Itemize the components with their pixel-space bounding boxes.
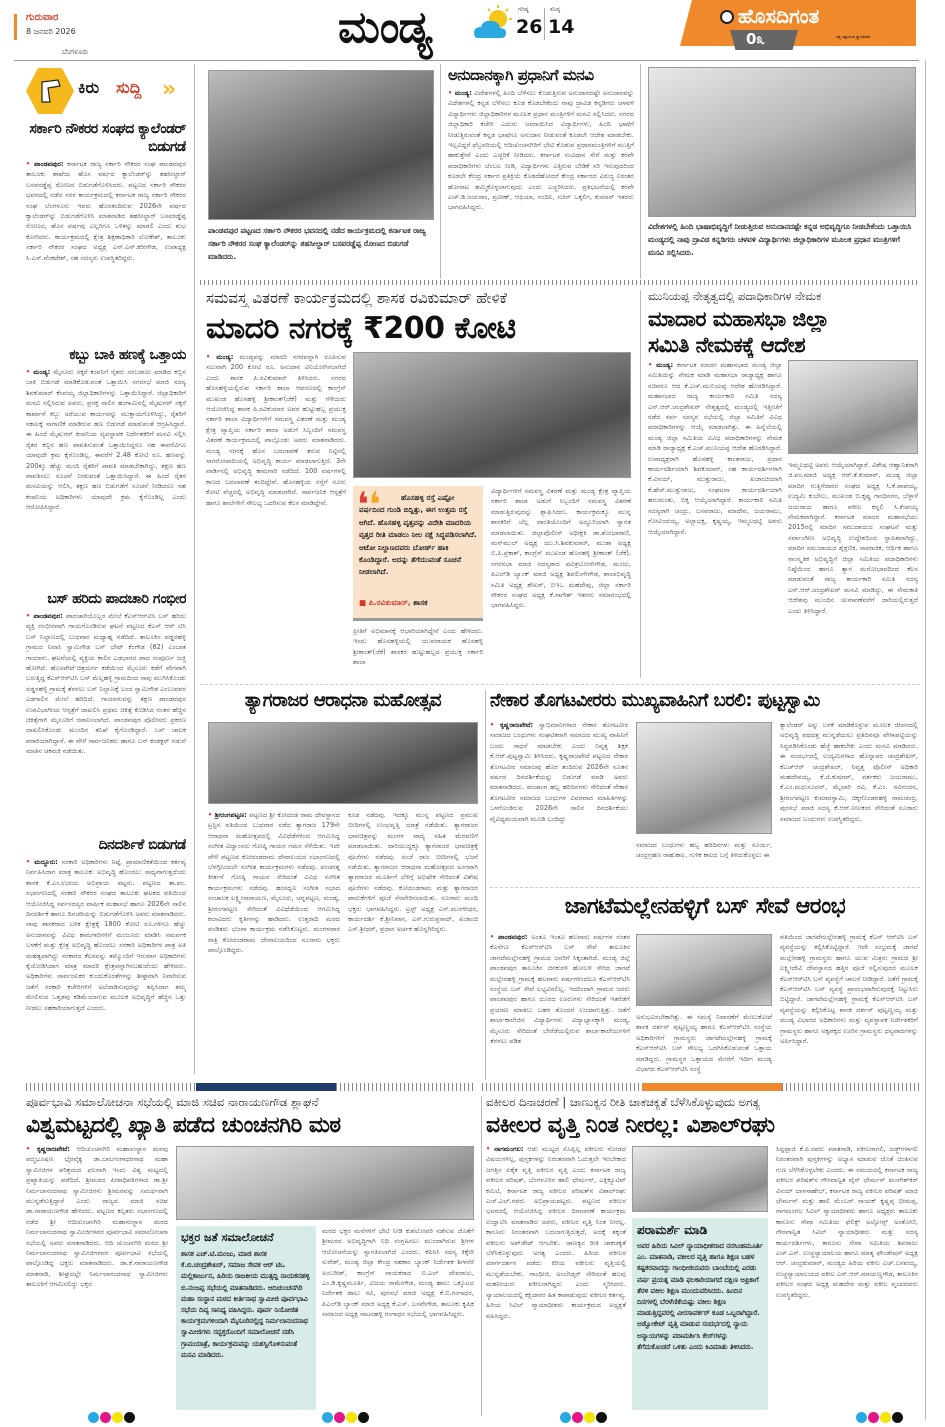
lead-kicker: ಸಮವಸ್ತ್ರ ವಿತರಣೆ ಕಾರ್ಯಕ್ರಮದಲ್ಲಿ ಶಾಸಕ ರವಿಕುಮಾರ್ ಹೇಳಿಕೆ bbox=[206, 289, 507, 307]
column-divider bbox=[640, 290, 641, 678]
bus-launch-photo bbox=[636, 934, 772, 1006]
column-divider bbox=[194, 64, 195, 1074]
info-box-body: ಶಾಸಕ ಎಚ್.ಟಿ.ಮಂಜು, ಮಾಜಿ ಶಾಸಕ ಕೆ.ಬಿ.ಚಂದ್ರಶೇಖರ್, ಸಮಾಜ ಸೇವಕ ಆರ್ ಟಿಒ ಮಲ್ಲಿಕಾರ್ಜುನ, ಹಿರಿಯ ರಾಜಕೀಯ ಮುತ್ಸದ್ದಿ ನಾಯಕನಹಳ್ಳಿ ಬಿ.ನಂಜಪ್ಪ ಸಭೆಯಲ್ಲಿ ಮಾತನಾಡಿದರು. ಆದಿಚುಂಚನಗಿರಿ ಮಹಾ ಸಂಸ್ಥಾನ ಮಠದ ಕೀರ್ತಿನಾಥ ಸ್ವಾಮೀಜಿ ಪೂರ್ವಭಾವಿ ಸಭೆಯ ದಿವ್ಯ ಸಾನಿಧ್ಯ ವಹಿಸಿದ್ದರು. ಪೂರ್ವ ನಿಯೋಜಿತ ಕಾರ್ಯಕ್ರಮಗಳಿಂದಾಗಿ ಮೈಸೂರಿನಲ್ಲಿದ್ದ ನಿರ್ಮಲಾನಂದನಾಥ ಸ್ವಾಮೀಜಿಗಳು ಸದ್ಭಕ್ತರೊಂದಿಗೆ ಸಮಾಲೋಚನೆ ನಡೆಸಿ ಗ್ರಾಮಯಾತ್ರೆ, ಕಾರ್ಯಕ್ರಮವನ್ನು ಯಶಸ್ವಿಗೊಳಿಸುವಂತೆ ಮನವಿ ಮಾಡಿದರು. bbox=[181, 1250, 310, 1359]
kirusuddi-badge bbox=[26, 68, 186, 114]
registration-dot bbox=[880, 1412, 891, 1423]
lead-headline: ಮಾದರಿ ನಗರಕ್ಕೆ ₹200 ಕೋಟಿ bbox=[206, 311, 516, 346]
masthead bbox=[0, 0, 945, 56]
dateline: • ಮಂಡ್ಯ: bbox=[206, 353, 233, 361]
story-body-col-3: ಕ್ಯಾಲೆಂಡರ್ ಅನ್ನು ಬಳಕೆ ಮಾಡಿಕೊಳ್ಳುವ ಮೂಲಕ ಜೀವನದಲ್ಲಿ ಅಭಿವೃದ್ಧಿ ಪಥದತ್ತ ಮುನ್ನಡೆಯಲು ಪ್ರತಿದಿನವೂ ವೇಳಾಪಟ್ಟಿಯನ್ನು ಸಿದ್ಧಪಡಿಸಿಕೊಂಡು ಹೆಜ್ಜೆ ಹಾಕಬೇಕು ಎಂದು ಮನವಿ ಮಾಡಿದರು. ಈ ಸಂದರ್ಭದಲ್ಲಿ ಉದ್ಯಮಿಗಳಾದ ಹೊನ್ನಾವರ ಚಂದ್ರಶೇಖರ್, ಕೆಎಚ್ಆರ್ ಚಂದ್ರಶೇಖರ್, ನಿವೃತ್ತ ಪೊಲೀಸ್ ಅಧಿಕಾರಿ ಮಹದೇವಯ್ಯ, ಕೆ.ಜಿ.ಕುಮಾರ್, ವರ್ತಕರು ಜಯರಾಮು, ಕೆ.ಎಂ.ಮಧುಸೂದನ್, ಮೈಲಾರಿ ರವಿ, ಕೆ.ಎಂ. ರವಿನಂದನ, ಶ್ರೀರಂಗಪಟ್ಟಣ ಕುಮಾರಸ್ವಾಮಿ, ಚಿಕ್ಕಗೊಂಡನಹಳ್ಳಿ ರಾಮಚಂದ್ರ, ಪುರಸಭೆ ಮಾಜಿ ಸದಸ್ಯ ಕೆ.ಆರ್.ನೀಲಕಂಠ ಸೇರಿದಂತೆ ನೂರಾರು ಸಮಾಜದ ಬಂಧುಗಳು ಉಪಸ್ಥಿತರಿದ್ದರು. bbox=[780, 721, 918, 823]
section-separator bbox=[490, 887, 920, 888]
kirusuddi-label-a: ಕಿರು bbox=[78, 78, 100, 97]
edition-name: ಮಂಡ್ಯ bbox=[338, 2, 432, 53]
quote-box bbox=[353, 486, 483, 621]
pinch-hand-icon bbox=[26, 68, 74, 114]
story-body-col-2: ಮಠದ ಭಕ್ತರ ಮನೆಗಳಿಗೆ ಭೇಟಿ ನೀಡಿ ಕುಶಲೋಪರಿ ನಡೆಸುವ ಜೊತೆಗೆ ಶ್ರೀಮಠದ ಅಭಿವೃದ್ಧಿಗಾಗಿ ನಿಧಿ ಸಂಗ್ರಹಿಸಲು ಮುಂದಾಗಿರುವ ಶ್ರೀಗಳ ಆಲೋಚನೆಯನ್ನು ಸ್ವಾಗತಿಸಲಾಗಿದೆ ಎಂದರು. ಕೆಪಿಸಿಸಿ ಸದಸ್ಯ ಕಿಕ್ಕೇರಿ ಸುರೇಶ್, ಮಂಡ್ಯ ಜಿಲ್ಲಾ ಕೇಂದ್ರ ಸಹಕಾರ ಬ್ಯಾಂಕ್ ನಿರ್ದೇಶಕ ಶೀಳನೆರೆ ಅಂಬರೀಶ್, ಕಾಂಗ್ರೆಸ್ ನಾಯಕರಾದ ಬಿ.ಎಲ್ ದೇವರಾಜು, ಎಂ.ಡಿ.ಕೃಷ್ಣಮೂರ್ತಿ, ವಿಜಯ ರಾಮೇಗೌಡ, ಮಂಡ್ಯ ಹಾಲು ಒಕ್ಕೂಟದ ನಿರ್ದೇಶಕ ಡಾಲು ರವಿ, ಪುರಸಭೆ ಮಾಜಿ ಅಧ್ಯಕ್ಷ ಕೆ.ಬಿ.ಗಂಗಾಧರ, ಪಿಎಲ್‌ಡಿ ಬ್ಯಾಂಕ್ ಮಾಜಿ ಅಧ್ಯಕ್ಷ ಕೆ.ಎಸ್. ಬಸವೇಗೌಡ, ತಾಲೂಕು ಕೃಷಿಕ ಸಮಾಜದ ಅಧ್ಯಕ್ಷ ನಾಟನಹಳ್ಳಿ ಗಂಗಾಧರ ಸಭೆಯಲ್ಲಿ ಭಾಗವಹಿಸಿದ್ದರು. bbox=[322, 1227, 474, 1319]
story-kicker: ವಕೀಲರ ದಿನಾಚರಣೆ | ಚಾಣುಕ್ಯನ ರೀತಿ ಚಾಕಚಕ್ಯತೆ ಬೆಳೆಸಿಕೊಳ್ಳುವುದು ಅಗತ್ಯ bbox=[486, 1095, 760, 1109]
quote-text: ಹೊಸಹಳ್ಳಿ ರಸ್ತೆ ಎಷ್ಟೋ ವರ್ಷದಿಂದ ಗುಂಡಿ ಬಿದ್ದಿತ್ತು, ಈಗ ಉತ್ತಮ ರಸ್ತೆ ಆಗಿದೆ. ಹೊಸಹಳ್ಳಿ ವೃತ್ತವನ್ನು ವಿದೇಶಿ ಮಾದರಿಯ ವೃತ್ತದ ರೀತಿ ಮಾಡಲು ನೀಲ ನಕ್ಷೆ ಸಿದ್ಧಪಡಿಸಲಾಗಿದೆ. ಆಟೋ ನಿಲ್ದಾಣದವರು ಬೋರ್ಡ್ ಹಾಕಿ ಕೊಂಡಿದ್ದಾರೆ. ಅದನ್ನು ತೆಗೆಯುವಂತೆ ಸೂಚನೆ ನೀಡಲಾಗಿದೆ. bbox=[359, 493, 477, 577]
lead-body-col-2: ಪ್ರೀತಿಗೆ ಅಭಿಮಾನಕ್ಕೆ ಆಭಾರಿಯಾಗಿದ್ದೇನೆ ಎಂದು ಹೇಳಿದರು. ಇಂದು ಹೊಸಹಳ್ಳಿಯಲ್ಲಿ ಯುವನಾಯಕ ಹೊಸಹಳ್ಳಿ ಶ್ರೀಕಾಂತ್(ಜೆಕೆ) ಶಾಸಕರ ಹುಟ್ಟುಹಬ್ಬದ ಪ್ರಯುಕ್ತ ಸರ್ಕಾರಿ ಶಾಲಾ bbox=[353, 627, 483, 667]
section-separator bbox=[26, 1083, 196, 1091]
issue-date: 8 ಜನವರಿ 2026 bbox=[26, 27, 76, 36]
calendar-launch-photo bbox=[636, 722, 772, 834]
registration-dot bbox=[88, 1412, 99, 1423]
story-body-col-2: ಇಮ್ಮಲಧಟ್ಟಿ ಅವರು ಆಯ್ಕೆಯಾಗಿದ್ದಾರೆ. ವಿಶೇಷ ಆಹ್ವಾನಿತರಾಗಿ ಜಿ.ಪಂ.ಮಾಜಿ ಅಧ್ಯಕ್ಷ ಆರ್.ಕೆ.ಕುಮಾರ್, ಮಂಡ್ಯ ಜಿಲ್ಲಾ ಮಾದಿಗ ಗುತ್ತಿಗೆದಾರರ ಸಂಘದ ಅಧ್ಯಕ್ಷ ಸಿ.ಕೆ.ಪಾಪಯ್ಯ, ಉದ್ಯಮಿ ಕುಬೇಲು, ಮುಖಂಡ ಬಿ.ಕೃಷ್ಣ ಗಾಂಧಿನಗರ, ಬೆಳ್ಳಾಳೆ ಜಯರಾಯ ಹಾಗೂ ವಕೀಲ ಕನ್ನಲಿ ಸಿ.ಕೆಂಪಯ್ಯ ನೇಮಕವಾಗಿದ್ದಾರೆ. ಕರ್ನಾಟಕ ಮಾದರ ಮಹಾಸಭೆಯು 2015ರಲ್ಲಿ ಮಾದಿಗ ಸಮುದಾಯದ ಸಂಘಟನೆ ಮತ್ತು ಸರ್ವಾಂಗೀಣ ಅಭಿವೃದ್ಧಿ ಉದ್ದೇಶದಿಂದ ಸ್ಥಾಪಿತವಾಗಿದ್ದು, ಮಾದಿಗ ಸಮುದಾಯದ ಶೈಕ್ಷಣಿಕ, ಸಾಮಾಜಿಕ, ಆರ್ಥಿಕ ಹಾಗೂ ಸಾಂಸ್ಕೃತಿಕ ಅಭಿವೃದ್ಧಿಗೆ ಜಿಲ್ಲಾ ಸಮಿತಿಯ ಪದಾಧಿಕಾರಿಗಳು ನಿಷ್ಠೆಯಿಂದ ಹಾಗೂ ತ್ಯಾಗ ಮನೋಭಾವದಿಂದ ಕೆಲಸ ಮಾಡುವಂತೆ ರಾಜ್ಯ ಕಾರ್ಯಕಾರಿ ಸಮಿತಿ ಸದಸ್ಯ ಎನ್.ಆರ್.ಚಂದ್ರಶೇಖರ್ ಮನವಿ ಮಾಡಿದ್ದು, ಈ ನೇಮಕಾತಿ ಆದೇಶವು ಮುಂದಿನ ಚುನಾವಣೆವರೆಗೆ ಜಾರಿಯಲ್ಲಿರುತ್ತದೆ ಎಂದು ತಿಳಿಸಿದ್ದಾರೆ. bbox=[788, 461, 918, 615]
story-headline: ತ್ಯಾಗರಾಜರ ಆರಾಧನಾ ಮಹೋತ್ಸವ bbox=[244, 690, 442, 711]
chevrons-icon: » bbox=[162, 77, 177, 102]
story-headline-line-2: ಸಮಿತಿ ನೇಮಕಕ್ಕೆ ಆದೇಶ bbox=[648, 333, 806, 357]
registration-dot bbox=[856, 1412, 867, 1423]
info-box-title: ಪರಾಮರ್ಶೆ ಮಾಡಿ bbox=[637, 1223, 708, 1237]
story-kicker: ಪೂರ್ವಭಾವಿ ಸಮಾಲೋಚನಾ ಸಭೆಯಲ್ಲಿ ಮಾಜಿ ಸಚಿವ ನಾರಾಯಣಗೌಡ ಶ್ಲಾಘನೆ bbox=[26, 1095, 319, 1109]
dateline: • ಕೃಷ್ಣರಾಜಪೇಟೆ: bbox=[26, 1145, 70, 1153]
photo-caption: ವಿದೇಶಗಳಲ್ಲಿ ಹಿಂದಿ ಭಾಷಾಭಿವೃದ್ಧಿಗೆ ನೀಡುತ್ತಿರುವ ಅನುದಾನದಷ್ಟೇ ಕನ್ನಡ ಅಭಿವೃದ್ಧಿಗೂ ನೀಡಬೇಕೆಂದು ಒತ್ತಾಯಿಸಿ ಮಂಡ್ಯದಲ್ಲಿ ನಾವು ದ್ರಾವಿಡ ಕನ್ನಡಿಗರು ಚಳವಳಿ ವಿದ್ಯಾರ್ಥಿಗಳು ಜಿಲ್ಲಾಧಿಕಾರಿಗಳ ಮೂಲಕ ಪ್ರಧಾನ ಮಂತ್ರಿಗಳಿಗೆ ಮನವಿ ಸಲ್ಲಿಸಿದರು. bbox=[648, 222, 912, 257]
registration-dot bbox=[100, 1412, 111, 1423]
story-body: ವಿದೇಶಗಳಲ್ಲಿ ಹಿಂದಿ ಬೆಳೆಸಲು ಕೊಡುತ್ತಿರುವ ಅನುದಾನದಷ್ಟೇ ಅನುದಾನವನ್ನು ವಿದೇಶಗಳಲ್ಲಿ ಕನ್ನಡ ಬೆಳೆಸಲು ಕೂಡ ಕೊಡಬೇಕೆಂದು ನಾವು ದ್ರಾವಿಡ ಕನ್ನಡಿಗರು ಚಳವಳಿ ವಿದ್ಯಾರ್ಥಿಗಳು ಜಿಲ್ಲಾಧಿಕಾರಿಗಳ ಮೂಲಕ ಪ್ರಧಾನ ಮಂತ್ರಿಗಳಿಗೆ ಮನವಿ ಸಲ್ಲಿಸಿದರು. ನಗರದ ಜಿಲ್ಲಾಧಿಕಾರಿ ಕಚೇರಿ ಎದುರು ಜಮಾಯಿಸಿದ ವಿದ್ಯಾರ್ಥಿಗಳು, ಹಿಂದಿ ಭಾಷೆಗೆ ನೀಡುತ್ತಿರುವಂತೆ ಕನ್ನಡ ಭಾಷೆಗೂ ಅನುದಾನ ನೀಡುವಂತೆ ಕೂಡಲೇ ಆದೇಶ ಮಾಡಬೇಕು. ಇಲ್ಲವಿದ್ದರೆ ಫೆಬ್ರವರಿಯಲ್ಲಿ ಆದಿಚುಂಚನಗಿರಿಗೆ ಭೇಟಿ ಕೊಡುವ ಪ್ರಧಾನಮಂತ್ರಿಗಳಿಗೆ ಮುತ್ತಿಗೆ ಹಾಕುತ್ತೇವೆ ಎಂದು ಎಚ್ಚರಿಕೆ ನೀಡಿದರು. ಕರ್ನಾಟಕ ಸಂವಿಧಾನ ಸೇನೆ ಮತ್ತು ಕರವೇ ಪದಾಧಿಕಾರಿಗಳು ಬೆಂಬಲ ನೀಡಿ, ವಿದ್ಯಾರ್ಥಿಗಳು ಎತ್ತಿರುವ ಬೇಡಿಕೆ ಸರಿ ಇರುವುದರಿಂದ ಕೂಡಲೇ ಕೇಂದ್ರ ಸರ್ಕಾರ ಪ್ರತಿಕ್ರಿಯೆ ಕೊಡದೆಹೋದರೆ ಕೇಂದ್ರ ಸರ್ಕಾರದ ವಿರುದ್ಧ ನಿರಂತರ ಹೋರಾಟ ಹಮ್ಮಿಕೊಳ್ಳಲಾಗುವುದು ಎಂದು ಎಚ್ಚರಿಸಿದರು. ಪ್ರತಿಭಟನೆಯಲ್ಲಿ ಕರವೇ ಎಚ್.ಡಿ.ಜಯರಾಂ, ಪ್ರವೀಣ್, ಆಫಿಯಾ, ನಂದಿನಿ, ಸಚಿನ್ ಒಕ್ಕಲಿಗ, ಕುಮಾರ್ ಇತರರು ಭಾಗವಹಿಸಿದ್ದರು. bbox=[448, 89, 634, 212]
music-festival-photo bbox=[208, 722, 478, 804]
registration-dot bbox=[358, 1412, 369, 1423]
story-headline-line-1: ಮಾದಾರ ಮಹಾಸಭಾ ಜಿಲ್ಲಾ bbox=[648, 307, 830, 331]
registration-dot bbox=[334, 1412, 345, 1423]
max-temp: 26 bbox=[516, 16, 543, 38]
brief-headline: ಕಬ್ಬು ಬಾಕಿ ಹಣಕ್ಕೆ ಒತ್ತಾಯ bbox=[69, 347, 186, 363]
date-accent-bar bbox=[14, 14, 17, 40]
registration-dot bbox=[322, 1412, 333, 1423]
brief-story-3 bbox=[26, 590, 186, 823]
dateline: • ನಾಗಮಂಗಲ: bbox=[486, 1145, 523, 1153]
quote-mark-icon: ❛❛ bbox=[357, 485, 381, 525]
story-headline: ವಕೀಲರ ವೃತ್ತಿ ನಿಂತ ನೀರಲ್ಲ: ವಿಶಾಲ್‌ರಘು bbox=[486, 1113, 775, 1138]
story-headline: ಜಾಗಟೆಮಲ್ಲೇನಹಳ್ಳಿಗೆ ಬಸ್ ಸೇವೆ ಆರಂಭ bbox=[564, 894, 846, 919]
section-separator bbox=[200, 280, 920, 285]
bus-service-story bbox=[490, 892, 920, 1078]
dateline: • ಪಾಂಡವಪುರ: bbox=[490, 933, 528, 941]
info-box bbox=[632, 1218, 768, 1410]
dateline: • ಮಂಡ್ಯ: bbox=[448, 89, 472, 97]
lawyers-day-story bbox=[486, 1094, 920, 1414]
page-edge-rule bbox=[925, 60, 926, 1420]
tyagaraja-story bbox=[206, 688, 480, 1078]
story-headline: ನೇಕಾರ ತೊಗಟವೀರರು ಮುಖ್ಯವಾಹಿನಿಗೆ ಬರಲಿ: ಪುಟ್ಟಸ್ವಾಮಿ bbox=[490, 690, 820, 711]
info-box-body: ಅಪರ ಹಿರಿಯ ಸಿವಿಲ್ ನ್ಯಾಯಾಧೀಶರಾದ ನರಸಿಂಹಮೂರ್ತಿ ಎಂ. ಮಾತನಾಡಿ, ವಕೀಲರ ವೃತ್ತಿ ಹಾಗೂ ಶಿಕ್ಷಣ ಬಹಳ ಕಷ್ಟಕರವಾದದ್ದು ಗಾಂಧೀಜಿಯವರು ಬಾಂಬೆಯಲ್ಲಿ ಎರಡು ವರ್ಷ ಪ್ರಯತ್ನ ಮಾಡಿ ಫಲಕಾರಿಯಾಗದೆ ದಕ್ಷಿಣ ಆಫ್ರಿಕಾಗೆ ತೆರಳಿ ವಕೀಲ ಶಿಕ್ಷಣ ಮುಂದುವರಿಸಿದರು. ಹಿಂದಿನ ದಿನಗಳಲ್ಲಿ ಬೆರಳೆಣಿಕೆಯಷ್ಟು ವಕೀಲ ಶಿಕ್ಷಣ ಮಾಡುತ್ತಿದ್ದವರಲ್ಲಿ ವೀರಸಾವರ್ಕರ್ ಕೂಡ ಒಬ್ಬರಾಗಿದ್ದಾರೆ. ಅಡ್ವೋಕೇಟ್ ವೃತ್ತಿ ಮಾಡುವ ಸಂದರ್ಭದಲ್ಲಿ ನ್ಯಾಯ ಅನ್ಯಾಯಗಳನ್ನು ಪರಾಮರ್ಶಿಸಿ ಕೇಸ್‌ಗಳನ್ನು ತೆಗೆದುಕೊಂಡರೆ ಒಳಿತು ಎಂದು ಕಿವಿಮಾತು ತಿಳಿಸಿದರು. bbox=[637, 1242, 763, 1351]
story-headline: ವಿಶ್ವಮಟ್ಟದಲ್ಲಿ ಖ್ಯಾತಿ ಪಡೆದ ಚುಂಚನಗಿರಿ ಮಠ bbox=[26, 1113, 341, 1138]
brief-headline: ದಿನದರ್ಶಿಕೆ ಬಿಡುಗಡೆ bbox=[98, 837, 186, 853]
brief-story-2 bbox=[26, 346, 186, 589]
partly-cloudy-icon bbox=[472, 4, 514, 42]
masthead-rule bbox=[14, 60, 919, 61]
story-body-col-1: ಆಡು ಮುಟ್ಟದ ಸೊಪ್ಪಿಲ್ಲ ವಕೀಲರು ನೋಡದ ವಿಷಯಗಳಿಲ್ಲ, ಪುಸ್ತಕಗಳನ್ನು ನಿರಂತರವಾಗಿ ಓದುತ್ತಲೇ ಇರಬೇಕಾದ ಜಗತ್ತಿನ ಏಕೈಕ ವೃತ್ತಿ ವಕೀಲರ ವೃತ್ತಿ ಎಂದು ಕರ್ನಾಟಕ ರಾಜ್ಯ ವಕೀಲರ ಪರಿಷತ್, ಬೆಂಗಳೂರಿನ ಹಾಲಿ ಛೇರ್ಮನ್, ಎಕ್ಸಿಕ್ಯೂಟಿವ್ ಕಮಿಟಿ, ಕರ್ನಾಟಕ ರಾಜ್ಯ ವಕೀಲರ ಪರಿಷತ್‌ನ ವಿಶಾಲ್‌ರಘು ಎಚ್.ಎಲ್.ರವರು ಅಭಿಪ್ರಾಯಪಟ್ಟರು. ಪಟ್ಟಣದ ವಕೀಲರ ಭವನದಲ್ಲಿ ಆಯೋಜಿಸಿದ್ದ ವಕೀಲರ ದಿನಾಚರಣೆ ಕಾರ್ಯಕ್ರಮ ಉದ್ಘಾಟಿಸಿ ಮಾತನಾಡಿದ ಅವರು, ವಕೀಲರ ವೃತ್ತಿ ನಿಂತ ನೀರಲ್ಲ. ಕಾನೂನು ನಿರಂತರವಾಗಿ ಬದಲಾಗುತ್ತಿರುತ್ತದೆ, ಅದಕ್ಕೆ ತಕ್ಕಂತೆ ವಕೀಲರು ಅಪ್‌ಡೇಟ್ ಆಗಬೇಕು. ಚಾಣಕ್ಯನ ರೀತಿ ಚಾಕಚಕ್ಯತೆ ಬೆಳೆಸಿಕೊಳ್ಳುವುದು ಅಗತ್ಯ ಎಂದರು. ಹಿರಿಯ ವಕೀಲರ ಮಾರ್ಗದರ್ಶನ ಪಡೆದು ಕಿರಿಯ ವಕೀಲರು ವೃತ್ತಿಯಲ್ಲಿ ಮುನ್ನಡೆಯಬೇಕು. ಗಾಂಧೀಜಿ, ಅಂಬೇಡ್ಕರ್ ಸೇರಿದಂತೆ ಹಲವು ಮಹನೀಯರು ವಕೀಲರಾಗಿದ್ದರು ಎಂದು ಸ್ಮರಿಸಿದರು. ನ್ಯಾಯಾಲಯದಲ್ಲಿ ಕಕ್ಷಿದಾರರ ಹಿತ ಕಾಪಾಡುವುದು ವಕೀಲರ ಕರ್ತವ್ಯ. ಹಿರಿಯ ಸಿವಿಲ್ ನ್ಯಾಯಾಧೀಶರು ಕಾರ್ಯಕ್ರಮದ ಅಧ್ಯಕ್ಷತೆ ವಹಿಸಿದ್ದರು. bbox=[486, 1145, 626, 1320]
section-separator bbox=[482, 1083, 642, 1091]
photo-caption: ಪಾಂಡವಪುರ ಪಟ್ಟಣದ ಸರ್ಕಾರಿ ನೌಕರರ ಭವನದಲ್ಲಿ ನಡೆದ ಕಾರ್ಯಕ್ರಮದಲ್ಲಿ ಕರ್ನಾಟಕ ರಾಜ್ಯ ಸರ್ಕಾರಿ ನೌಕರರ ಸಂಘ ಕ್ಯಾಲೆಂಡರ್‌ನ್ನು ತಹಸೀಲ್ದಾರ್ ಬಸವರಡ್ಡೆಪ್ಪ ರೋಣದ ಬಿಡುಗಡೆ ಮಾಡಿದರು. bbox=[208, 226, 426, 261]
story-headline: ಅನುದಾನಕ್ಕಾಗಿ ಪ್ರಧಾನಿಗೆ ಮನವಿ bbox=[448, 66, 594, 84]
brief-headline: ಬಸ್ ಹರಿದು ಪಾದಚಾರಿ ಗಂಭೀರ bbox=[47, 591, 186, 607]
info-box bbox=[176, 1226, 316, 1410]
story-body-col-1: ಕರ್ನಾಟಕ ಮಾದರ ಮಹಾಸಭಾದ ಮಂಡ್ಯ ಜಿಲ್ಲಾ ಸಮಿತಿಯನ್ನು ನೇಮಕ ಮಾಡಿ ಮಹಾಸಭಾ ರಾಜ್ಯಾಧ್ಯಕ್ಷ ಹಾಗೂ ಸಚಿವರೂ ಆದ ಕೆ.ಎಚ್.ಮುನಿಯಪ್ಪ ಆದೇಶ ಹೊರಡಿಸಿದ್ದಾರೆ. ಮಹಾಸಭಾದ ರಾಜ್ಯ ಕಾರ್ಯಕಾರಿ ಸಮಿತಿ ಸದಸ್ಯ ಎನ್.ಆರ್.ಚಂದ್ರಶೇಖರ್ ನೇತೃತ್ವದಲ್ಲಿ ಮಂಡ್ಯದಲ್ಲಿ ಇತ್ತೀಚೆಗೆ ನಡೆದ ಸರ್ವ ಸದಸ್ಯರ ಸಭೆಯಲ್ಲಿ ಜಿಲ್ಲಾ ಸಮಿತಿಗೆ ವಿವಿಧ ಪದಾಧಿಕಾರಿಗಳನ್ನು ಆಯ್ಕೆ ಮಾಡಲಾಗಿತ್ತು. ಈ ಹಿನ್ನೆಲೆಯಲ್ಲಿ ಮಂಡ್ಯ ಜಿಲ್ಲಾ ಸಮಿತಿಯ ವಿವಿಧ ಪದಾಧಿಕಾರಿಗಳನ್ನು ನೇಮಕ ಮಾಡಿ ರಾಜ್ಯಾಧ್ಯಕ್ಷ ಕೆ.ಎಚ್.ಮುನಿಯಪ್ಪ ಆದೇಶ ಹೊರಡಿಸಿದ್ದಾರೆ. ಉಪಾಧ್ಯಕ್ಷರಾಗಿ ಹೊಸಹಳ್ಳಿ ಕಾಂತರಾಜು, ಪ್ರಧಾನ ಕಾರ್ಯದರ್ಶಿಯಾಗಿ ಶಿವಕುಮಾರ್, ಸಹ ಕಾರ್ಯದರ್ಶಿಗಳಾಗಿ ಕೆ.ವಿನಯ್, ಮುತ್ತುರಾಜು, ಖಜಾಂಚಿಯಾಗಿ ಕೆ.ಹೆಚ್.ಮುತ್ತುರಾಜು, ಸಂಘಟನಾ ಕಾರ್ಯದರ್ಶಿಯಾಗಿ ಹನುಮಂತು, ಬಿಕ್ಕ ಆಯ್ಕೆಯಾಗಿದ್ದಾರೆ. ಕಾರ್ಯಕಾರಿ ಸಮಿತಿ ಸದಸ್ಯರಾಗಿ ಚಂದ್ರು, ಬಸವರಾಜು, ಮಾದೇವ, ಜಯರಾಮು, ಗೋವಿಂದಯ್ಯ, ಅಲ್ಲಾಭಕ್ಷ, ಕೃಷ್ಣಯ್ಯ, ಇಮ್ಮಲಧಟ್ಟಿ ಅವರು ಆಯ್ಕೆಯಾಗಿದ್ದಾರೆ. bbox=[648, 361, 782, 536]
protest-photo bbox=[648, 67, 916, 217]
story-body-col-2: ಅನುಭವಿಸಬೇಕಾಗಿತ್ತು. ಈ ಸಮಸ್ಯೆ ನಿವಾರಣೆಗೆ ಮೇಲುಕೋಟೆ ಶಾಸಕ ದರ್ಶನ್ ಪುಟ್ಟಣ್ಣಯ್ಯ ಹಾಗೂ ಕೆಎಸ್‌ಆರ್‌ಟಿಸಿ ಸಂಸ್ಥೆಯ ಅಧಿಕಾರಿಗಳಿಗೆ ಗ್ರಾಮಸ್ಥರು ಜಾಗಟೆಮಲ್ಲೇನಹಳ್ಳಿ ಗ್ರಾಮಕ್ಕೆ ಕೆಎಸ್‌ಆರ್‌ಟಿಸಿ ಬಸ್ ಸೌಲಭ್ಯ ಒದಗಿಸಿಕೊಡುವಂತೆ ಒತ್ತಾಯ ಮಾಡಿದ್ದರು. ಗ್ರಾಮಸ್ಥರ ಒತ್ತಾಯದ ಮೇರೆಗೆ ಇದೀಗ ಮಂಡ್ಯ ವಿಭಾಗದ ಕೆಎಸ್‌ಆರ್‌ಟಿಸಿ ಸಂಸ್ಥೆ bbox=[636, 1013, 772, 1074]
lead-body-col-3: ವಿದ್ಯಾರ್ಥಿಗಳಿಗೆ ಸಮವಸ್ತ್ರ ವಿತರಣೆ ಮತ್ತು ಮಂಡ್ಯ ಕ್ಷೇತ್ರ ವ್ಯಾಪ್ತಿಯ ಸರ್ಕಾರಿ ಶಾಲಾ ಅಡುಗೆ ಸಿಬ್ಬಂದಿಗೆ ಸಮವಸ್ತ್ರ ವಿತರಣೆ ಮಾಡುತ್ತಿರುವುದನ್ನು ಶ್ಲಾಘಿಸಿದರು. ಕಾರ್ಯಕ್ರಮಕ್ಕೂ ಮುನ್ನ ಶಾಸಕರಿಗೆ ಬೆಲ್ಲ ದಾರತಿಯೊಂದಿಗೆ ಅದ್ದೂರಿಯಾಗಿ ಸ್ವಾಗತ ಮಾಡಲಾಯಿತು. ಜಿಲ್ಲಾಪೊಲೀಸ್ ಅಧೀಕ್ಷಕಿ ಡಾ.ಶೋಭಾರಾಣಿ, ಮನ್‌ಮುಲ್ ಅಧ್ಯಕ್ಷ ಯು.ಸಿ.ಶಿವಕುಮಾರ್, ಮುಡಾ ಅಧ್ಯಕ್ಷ ಬಿ.ಪಿ.ಪ್ರಕಾಶ್, ಕಾಂಗ್ರೆಸ್ ಮುಖಂಡ ಹೊಸಹಳ್ಳಿ ಶ್ರೀಕಾಂತ್ (ಜೆಕೆ), ನಗರಸಭಾ ಮಾಜಿ ಸದಸ್ಯರಾದ ಪವಿತ್ರಬೋರೇಗೌಡ, ಮಂಜು, ಪಿಎಲ್‌ಡಿ ಬ್ಯಾಂಕ್ ಮಾಜಿ ಅಧ್ಯಕ್ಷ ಶಿವಲಿಂಗೇಗೌಡ, ಶಾಲಾಭಿವೃದ್ಧಿ ಸಮಿತಿ ಅಧ್ಯಕ್ಷ ಶೇಖರ್, ಬಿಇಒ ಮಹದೇವು, ಜಿಲ್ಲಾ ಸರ್ಕಾರಿ ನೌಕರರ ಸಂಘದ ಅಧ್ಯಕ್ಷ ಕೆ.ನಾಗೇಶ್ ಇತರರು ಸಮಾರಂಭದಲ್ಲಿ ಭಾಗವಹಿಸಿದ್ದರು. bbox=[491, 487, 631, 610]
quote-author-name: ಪಿ.ರವಿಕುಮಾರ್ bbox=[368, 598, 408, 607]
neekara-story bbox=[490, 688, 920, 884]
quote-author: ■ ಪಿ.ರವಿಕುಮಾರ್, ಶಾಸಕ bbox=[359, 598, 428, 607]
story-kicker: ಮುನಿಯಪ್ಪ ನೇತೃತ್ವದಲ್ಲಿ ಪದಾಧಿಕಾರಿಗಳ ನೇಮಕ bbox=[648, 289, 822, 303]
brief-headline: ಸರ್ಕಾರಿ ನೌಕರರ ಸಂಘದ ಕ್ಯಾಲೆಂಡರ್ ಬಿಡುಗಡೆ bbox=[29, 121, 186, 155]
quote-author-role: ಶಾಸಕ bbox=[413, 598, 428, 607]
weekday: ಗುರುವಾರ bbox=[26, 12, 59, 23]
brand-logo-icon bbox=[720, 10, 734, 24]
dateline: • ಪಾಂಡವಪುರ: bbox=[26, 612, 63, 620]
min-temp: 14 bbox=[548, 16, 575, 38]
story-body-col-1: ಅಂತೂ ಇಂತೂ ಹಲವಾರು ವರ್ಷಗಳ ನಂತರ ಕೊನೆಗೂ ಕೆಎಸ್‌ಆರ್‌ಟಿಸಿ ಬಸ್ ಸೇವೆ ತಾಲೂಕಿನ ಜಾಗಟೆಮಲ್ಲೇನಹಳ್ಳಿ ಗ್ರಾಮದ ಜನರಿಗೆ ಸಿಕ್ಕಂತಾಗಿದೆ. ಮಂಡ್ಯ ಜಿಲ್ಲೆ ಪಾಂಡವಪುರ ತಾಲೂಕಿನ ಚಿನಕುರಳಿ ಹೋಬಳಿ ಸೇರಿದ ಜಾಗಟೆ ಮಲ್ಲೇನಹಳ್ಳಿ ಗ್ರಾಮಕ್ಕೆ ಹಲವಾರು ವರ್ಷಗಳಿಂದಲೂ ಕೆಎಸ್‌ಆರ್‌ಟಿಸಿ ಸಂಸ್ಥೆಯ ಬಸ್ ಸೇವೆ ಲಭ್ಯವಿರಲಿಲ್ಲ. ಇದರಿಂದಾಗಿ ಗ್ರಾಮದ ಜನರು ಪಾಂಡವಪುರ ಹಾಗೂ ದೂರದ ಊರುಗಳು ಸೇರಿದಂತೆ ಇತರೆಡೆಗೆ ಪ್ರಯಾಣ ಮಾಡಲು ಬಹಳ ತೊಂದರೆ ಉಂಟಾಗುತ್ತಿತ್ತು. ಜತೆಗೆ ಶಾಲಾ-ಕಾಲೇಜಿನ ವಿದ್ಯಾರ್ಥಿಗಳು ವಿದ್ಯಾಭ್ಯಾಸಕ್ಕಾಗಿ ಮಂಡ್ಯ, ಮೈಸೂರು ಸೇರಿದಂತೆ ಬೇರೆಡೆಯಲ್ಲಿರುವ ಶಾಲಾ-ಕಾಲೇಜುಗಳಿಗೆ ತೆರಳಲು ಪಡಿತ bbox=[490, 933, 630, 1046]
story-body-col-2: ಸಮಾಜದ ಬಂಧುಗಳು ಹಬ್ಬ ಹರಿದಿನಗಳು ಮತ್ತು ಸೂರ್ಯ, ಚಂದ್ರಗ್ರಹಣ ರಾಹುಕಾಲ, ಗುಳಿಕ ಕಾಲದ ಬಗ್ಗೆ ತಿಳಿದುಕೊಳ್ಳಲು ಈ bbox=[636, 841, 772, 860]
registration-marks bbox=[88, 1408, 136, 1427]
column-divider bbox=[485, 690, 486, 1080]
brief-body: ಪಾದಚಾರಿಯೊಬ್ಬರ ಮೇಲೆ ಕೆಎಸ್‌ಆರ್‌ಟಿಸಿ ಬಸ್ ಹರಿದು ವ್ಯಕ್ತಿ ಗಂಭೀರವಾಗಿ ಗಾಯಗೊಂಡಿರುವ ಘಟನೆ ಪಟ್ಟಣದ ಕೆಎಸ್ ಆರ್ ಟಿಸಿ ಬಸ್ ನಿಲ್ದಾಣದಲ್ಲಿ ಬುಧವಾರ ಮಧ್ಯಾಹ್ನ ನಡೆದಿದೆ. ತಾಲೂಕಿನ ವಡ್ಡರಹಳ್ಳಿ ಗ್ರಾಮದ ನಿವಾಸಿ ಸ್ವಾಮಿಗೌಡ ಬಸ್ ಲೇಟ್ ಕೆಂಗೌಡ (62) ಎಂಬಾತ ಗಾಯಾಳು. ಘಟನೆಯಲ್ಲಿ ವ್ಯಕ್ತಿಯ ಕಾಲಿನ ಎಡಭಾಗದ ಪಾದ ಸಂಪೂರ್ಣ ಜಜ್ಜಿ ಹೋಗಿದೆ. ಹೊಸಪೇಟೆ-ಚಿತ್ರದುರ್ಗ ಕಡೆಯಿಂದ ಮೈಸೂರು ಕಡೆಗೆ ವೇಗವಾಗಿ ಬರುತ್ತಿದ್ದ ಕೆಎಸ್‌ಆರ್‌ಟಿಸಿ ಬಸ್ ಮೆಲ್ಲಹಳ್ಳಿ ಗ್ರಾಮದಿಂದ ಸಾವು ಮುಗಿಸಿಕೊಂಡು ವಡ್ಡರಹಳ್ಳಿ ಗ್ರಾಮಕ್ಕೆ ತೆರಳಲು ಬಸ್ ನಿಲ್ದಾಣಕ್ಕೆ ಬಂದ ಸ್ವಾಮಿಗೌಡ ಎಂಬುವವರ ಎಡಗಾಲಿನ ಮೇಲೆ ಹರಿದಿದೆ. ಗಾಯಾಳುವನ್ನು ತಕ್ಷಣ ಪಾಂಡವಪುರ ಉಪವಿಭಾಗೀಯ ಆಸ್ಪತ್ರೆಗೆ ದಾಖಲಿಸಿ ಪ್ರಥಮ ಚಿಕಿತ್ಸೆ ಕೊಡಿಸಿದ ನಂತರ ಹೆಚ್ಚಿನ ಚಿಕಿತ್ಸೆಗಾಗಿ ಮೈಸೂರಿಗೆ ರವಾನಿಸಲಾಗಿದೆ. ಪಾಂಡವಪುರ ಪೊಲೀಸರು ಪ್ರಕರಣ ದಾಖಲಿಸಿಕೊಂಡು ಮುಂದಿನ ತನಿಖೆ ಕೈಗೊಂಡಿದ್ದಾರೆ. ಬಸ್ ಚಾಲಕ ಪರಾರಿಯಾಗಿದ್ದಾನೆ. ಈ ವೇಳೆ ಸಾರ್ವಜನಿಕರು ಹಾಗೂ ಬಸ್ ಕಂಡಕ್ಟರ್ ನಡುವೆ ಮಾತಿನ ಚಕಮಕಿ ನಡೆಯಿತು. bbox=[26, 612, 186, 756]
uniform-distribution-photo bbox=[353, 352, 631, 478]
registration-dot bbox=[346, 1412, 357, 1423]
story-body-col-3: ಸಿದ್ದಪ್ಪಾಜಿ ಕೆ.ಪಿ.ರವರು ಮಾತನಾಡಿ, ವಕೀಲರಾಗಲಿ, ಜಡ್ಜ್‌ಗಳಾಗಲಿ ನಿರಂತರವಾಗಿ ಪುಸ್ತಕಗಳನ್ನು ಅಭ್ಯಾಸ ಮಾಡುವ ಜೊತೆ ಚಿಂತಿಸುವ ಗುಣ ಬೆಳೆಸಿಕೊಳ್ಳಬೇಕು ಎಂದರು. ಈ ಸಮಯದಲ್ಲಿ ಕರ್ನಾಟಕ ರಾಜ್ಯ ವಕೀಲರ ಪರಿಷತ್‌ನ ಗೌರವಾನ್ವಿತ ವೈಸ್ ಛೇರ್ಮನ್ ಮಂಗೇಶ್‌ಕರ್ ವಿನಯ್ ಬಾಳಸಾಹೇಬ್, ಕರ್ನಾಟಕ ರಾಜ್ಯ ವಕೀಲರ ಪರಿಷತ್ ಮಾಜಿ ಛೇರ್ಮನ್ ಮತ್ತು ಹಾಲಿ ಮೆಂಬರ್ ನಾಯಕ್ ಕೃಷ್ಣಪ್ಪ ಭೀಮಪ್ಪ, ನಾಗಮಂಗಲ ಸಿವಿಲ್ ನ್ಯಾಯಾಧೀಶರು ಹಾಗೂ ಅಧ್ಯಕ್ಷರು ತಾಲೂಕು ಕಾನೂನು ಸೇವಾ ಸಮಿತಿಯ ಫೆಲಿಕ್ಸ್ ಅಲ್ಫೋನ್ಸ್ ಅಂತೋಣಿ, ಗೌರವಾನ್ವಿತ ಸಿವಿಲ್ ನ್ಯಾಯಾಧೀಶರು ಮತ್ತು ಸದಸ್ಯ ಕಾರ್ಯದರ್ಶಿಗಳು, ಕಾನೂನು ಸೇವಾ ಸಮಿತಿಯ ಶಿವರಾಜು ಎಚ್.ಎಸ್. ಉಚ್ಚನ್ಯಾಯಾಲಯ ಹಾಗೂ ಮಾತೃ ಫೌಂಡೇಷನ್ ಅಧ್ಯಕ್ಷ ಆರ್. ಚಂದ್ರಕುಮಾರ್, ಮಂಡ್ಯದ ಹಿರಿಯ ವಕೀಲ ಎಚ್.ಬಸವಯ್ಯ, ಉಚ್ಚನ್ಯಾಯಾಲಯದ ವಕೀಲ ಎನ್.ಆರ್.ಮಾಯಣ್ಣಗೌಡ, ತಾಲೂಕಿನ ವಕೀಲರ ಸಂಘದ ಅಧ್ಯಕ್ಷ ಮಹದೇವ ಮತ್ತು ವಕೀಲ ವೃಂದದವರು ಉಪಸ್ಥಿತರಿದ್ದರು. bbox=[776, 1145, 918, 1299]
mahasabha-photo bbox=[788, 360, 918, 454]
column-divider bbox=[440, 64, 441, 279]
section-accent-bar bbox=[642, 1083, 782, 1091]
column-divider bbox=[640, 64, 641, 279]
brand-name: ಹೊಸದಿಗಂತ bbox=[738, 4, 820, 28]
registration-dot bbox=[572, 1412, 583, 1423]
registration-marks bbox=[560, 1408, 608, 1427]
mahasabha-story bbox=[648, 288, 920, 680]
min-temp-label: ಕನಿಷ್ಠ bbox=[550, 6, 561, 13]
lead-story bbox=[206, 288, 634, 680]
registration-dot bbox=[560, 1412, 571, 1423]
registration-dot bbox=[124, 1412, 135, 1423]
registration-dot bbox=[892, 1412, 903, 1423]
story-body-col-1: ಪಟ್ಟಣದ ಶ್ರೀ ಕೋದಂಡ ರಾಮ ದೇವಸ್ಥಾನದ ಟ್ರಸ್ಟಿನ ವತಿಯಿಂದ ಬುಧವಾರ ನಡೆದ ತ್ಯಾಗರಾಜ 179ನೇ ಆರಾಧನಾ ಮಹೋತ್ಸವದಲ್ಲಿ ವಿವಿಧೆಡೆಗಳಿಂದ ಆಗಮಿಸಿದ್ದ ಸಂಗೀತ ವಿದ್ವಾಂಸರು ಗೋಷ್ಠಿ ಗಾಯನ ಗಮನ ಸೆಳೆಯಿತು. ಇದೇ ವೇಳೆ ಪಟ್ಟಣದ ಕೋದಂಡರಾಮ ದೇವಾಲಯದ ಸಭಾಂಗಣದಲ್ಲಿ ಬೆಳಗ್ಗಿನಿಂದಲೇ ಸಂಗೀತ ಕಾರ್ಯಕ್ರಮಗಳು ನಡೆದವು. ಪಂಚರತ್ನ ಕೀರ್ತನೆ ಗೋಷ್ಠಿ ಗಾಯನ ಸೇರಿದಂತೆ ವಿವಿಧ ಸಂಗೀತ ಕಾರ್ಯಕ್ರಮಗಳು ನಡೆದವು. ಹಂಸಧ್ವನಿ ಸಂಗೀತ ಸಭಾದ ಸಂಚಾಲಕ ಲಕ್ಷ್ಮೀನಾರಾಯಣ, ಮೈಸೂರು, ಚನ್ನಪಟ್ಟಣ, ಮಂಡ್ಯ, ಶ್ರೀರಂಗಪಟ್ಟಣ ಸೇರಿದಂತೆ ವಿವಿಧೆಡೆಯಿಂದ ಆಗಮಿಸಿದ್ದ ಕಲಾವಿದರು ಕೃತಿಗಳನ್ನು ಹಾಡಿದರು. ಉತ್ತರಾದಿ ಮಠದ ಪಂಡಿತರು ಭಜನಾ ಕಾರ್ಯಕ್ರಮ ನಡೆಸಿಕೊಟ್ಟರು. ಮಂಗಳವಾರ ರಾತ್ರಿ ಕೋದಂಡರಾಮ ದೇವಾಲಯದಿಂದ ನೂರಾರು ಭಕ್ತರು ಪಾಲ್ಗೊಂಡಿದ್ದರು. bbox=[208, 811, 340, 955]
column-divider bbox=[481, 1096, 482, 1416]
section-separator bbox=[782, 1083, 920, 1091]
dateline: • ಮಂಡ್ಯ: bbox=[26, 368, 50, 376]
page-number: 0೩ bbox=[746, 30, 765, 48]
grant-story bbox=[448, 64, 634, 270]
city-name: ಬೆಂಗಳೂರು bbox=[62, 48, 89, 56]
registration-dot bbox=[596, 1412, 607, 1423]
max-temp-label: ಗರಿಷ್ಠ bbox=[518, 6, 529, 13]
brief-body: ಕರ್ನಾಟಕ ರಾಜ್ಯ ಸರ್ಕಾರಿ ನೌಕರರ ಸಂಘ ಪಾಂಡವಪುರ ತಾಲೂಕು ಶಾಖೆಯ ಹೊಸ ವರ್ಷದ ಕ್ಯಾಲೆಂಡರ್‌ನ್ನು ತಹಸೀಲ್ದಾರ್ ಬಸವರಡ್ಡೆಪ್ಪ ರೋಣದ ಬಿಡುಗಡೆಗೊಳಿಸಿದರು. ಪಟ್ಟಣದ ಸರ್ಕಾರಿ ನೌಕರರ ಭವನದಲ್ಲಿ ನಡೆದ ಸರಳ ಕಾರ್ಯಕ್ರಮದಲ್ಲಿ ಕರ್ನಾಟಕ ರಾಜ್ಯ ಸರ್ಕಾರಿ ನೌಕರರ ಸಂಘ ಬೆಂಗಳೂರು ಇವರು ಹೊರತಂದಿರುವ 2026ನೇ ವರ್ಷದ ಕ್ಯಾಲೆಂಡರ್‌ನ್ನು ಬಿಡುಗಡೆಗೊಳಿಸಿ ಮಾತನಾಡಿದ ತಹಸೀಲ್ದಾರ್ ಬಸವರಡ್ಡೆಪ್ಪ ರೋಣದ, ಹೊಸ ವರ್ಷವು ಎಲ್ಲರಿಗೂ ಒಳಿತನ್ನು ಮಾಡಲಿ ಎಂದು ಶುಭ ಕೋರಿದರು. ಕಾರ್ಯಕ್ರಮದಲ್ಲಿ ಕ್ಷೇತ್ರ ಶಿಕ್ಷಣಾಧಿಕಾರಿ ಲೋಕೇಶ್, ತಾಲೂಕು ಸರ್ಕಾರಿ ನೌಕರರ ಸಂಘದ ಅಧ್ಯಕ್ಷ ಎನ್.ಎನ್.ಕರೀಗೌಡ, ಉಪಾಧ್ಯಕ್ಷ ಸಿ.ಎಸ್.ವೆಂಕಟೇಶ್, ಸಹ ಸದಸ್ಯರು ಉಪಸ್ಥಿತರಿದ್ದರು. bbox=[26, 160, 186, 262]
brief-story-1 bbox=[26, 120, 186, 329]
registration-dot bbox=[868, 1412, 879, 1423]
kirusuddi-label-b: ಸುದ್ದಿ bbox=[116, 78, 142, 97]
section-accent-bar bbox=[196, 1083, 336, 1091]
dateline: • ಪಾಂಡವಪುರ: bbox=[26, 160, 63, 168]
brand-tagline: ಸತ್ಯ ಸತ್ವಯುತ ಸ್ವಾಭಿಮಾನ bbox=[836, 34, 871, 39]
dateline: • ಮಂಡ್ಯ: bbox=[648, 361, 673, 369]
brief-story-4 bbox=[26, 836, 186, 1083]
registration-dot bbox=[584, 1412, 595, 1423]
story-body-col-1: ಆದಿಚುಂಚನಗಿರಿ ಮಹಾಸಂಸ್ಥಾನ ಮಠವು ಪದ್ಮಭೂಷಣ ಭೈರವೈಕ್ಯ ಡಾ.ಬಾಲಗಂಗಾಧರನಾಥ ಮಹಾ ಸ್ವಾಮೀಜಿಗಳ ಪರಿಶ್ರಮದ ಫಲವಾಗಿ ಇಂದು ವಿಶ್ವ ಮಟ್ಟದಲ್ಲಿ ಪ್ರಖ್ಯಾತಿಯನ್ನು ಪಡೆದಿದೆ. ಶ್ರೀಮಠದ ಪೀಠಾಧಿಪತಿಗಳಾದ ಡಾ.ಶ್ರೀ ನಿರ್ಮಲಾನಂದನಾಥ ಸ್ವಾಮೀಜಿಗಳು ಶ್ರೀಮಠವನ್ನು ಸಮರ್ಥವಾಗಿ ಮುನ್ನಡೆಸುತ್ತಿದ್ದಾರೆ ಎಂದು ರಾಜ್ಯದ ಮಾಜಿ ಸಚಿವ ಡಾ.ನಾರಾಯಣಗೌಡ ಹೇಳಿದರು. ಪಟ್ಟಣದ ಕಲ್ಪತರು ಸಭಾಂಗಣದಲ್ಲಿ ನಡೆದ ಶ್ರೀ ಆದಿಚುಂಚನಗಿರಿ ಮಹಾಸಂಸ್ಥಾನ ಮಠದ ನಿರ್ಮಲಾನಂದನಾಥ ಸ್ವಾಮೀಜಿಗಳವರ ಪೂರ್ವಭಾವಿ ಸಮಾಲೋಚನಾ ಸಭೆಯಲ್ಲಿ ಅವರು ಮಾತನಾಡಿದರು. ಆದಿ ಚುಂಚನಗಿರಿ ಮಠದ ಶ್ರೀ ನಿರ್ಮಲಾನಂದನಾಥ ಸ್ವಾಮೀಜಿಗಳವರ ಪೂರ್ವಭಾವಿ ಸಭೆಯಲ್ಲಿ ಪಾಲ್ಗೊಂಡಿದ್ದ ಭಕ್ತರು ಮಾತನಾಡಿದರು. ಡಾ.ಕೆ.ನಾರಾಯಣಗೌಡ ಮಾತನಾಡಿ, ಶೀಘ್ರದಲ್ಲೇ ನಿರ್ಮಲಾನಂದನಾಥ ಸ್ವಾಮೀಜಿಗಳು ತಾಲೂಕಿಗೆ ಆಗಮಿಸಲಿದ್ದು ಭಕ್ತರ bbox=[26, 1145, 168, 1289]
story-body-col-2: ಕೂಡ ನಡೆದವು. ಇದಕ್ಕೂ ಮುನ್ನ ಪಟ್ಟಣದ ಪ್ರಮುಖ ಬೀದಿಗಳಲ್ಲಿ ಉಂಛವೃತ್ತಿ ಯಾತ್ರೆ ನಡೆಯಿತು. ತ್ಯಾಗರಾಜರ ಭಾವಚಿತ್ರವನ್ನು ಮಂಗಳ ವಾದ್ಯ ಸಹಿತ ಮೆರವಣಿಗೆ ಮಾಡಲಾಯಿತು. ದಾರಿಯುದ್ದಕ್ಕೂ ತ್ಯಾಗರಾಜರ ಭಾವಚಿತ್ರಕ್ಕೆ ಪೂಜೆಗಳು ನಡೆದವು. ಸಂಜೆ ರಾಜ ಬೀದಿಗಳಲ್ಲಿ ಭಜನೆ ನಡೆಯಿತು. ತ್ಯಾಗರಾಜರ ಆರಾಧನಾ ಮಹೋತ್ಸವದ ಅಂಗವಾಗಿ ತ್ಯಾಗರಾಜರ ಮೂರ್ತಿಗೆ ಬೆಳಿಗ್ಗೆ ಅಭಿಷೇಕ ಸೇರಿದಂತೆ ವಿಶೇಷ ಪೂಜೆಗಳು ನಡೆದವು. ಕೋದಂಡರಾಮ ಮತ್ತು ತ್ಯಾಗರಾಜರ ಪಾದುಕೆಗಳಿಗೆ ಪೂಜೆ ನೆರವೇರಿಸಲಾಯಿತು. ನೂರಾರು ಮಂದಿ ಭಕ್ತರು ಭಾಗವಹಿಸಿದ್ದರು. ಟ್ರಸ್ಟ್ ಅಧ್ಯಕ್ಷ ಎಸ್.ಮುರಳೀಧರ, ಕಾರ್ಯದರ್ಶಿ ಕೆ.ಶ್ರೀನಿವಾಸ, ಎಸ್.ಗುರುಪ್ರಸಾದ್, ಖಜಾಂಚಿ ಎಸ್.ಶ್ರೀಧರ್, ಪ್ರಧಾನ ಅರ್ಚಕ ಹೊನ್ನಗಿರಿದ್ದರು. bbox=[348, 811, 478, 934]
lead-body-col-1: ಮಂಡ್ಯವನ್ನು ಮಾದರಿ ನಗರವನ್ನಾಗಿ ರೂಪಿಸುವ ಸಲುವಾಗಿ 200 ಕೋಟಿ ರೂ. ಅನುದಾನ ವಿನಿಯೋಗಿಸಲಾಗಿದೆ ಎಂದು ಶಾಸಕ ಪಿ.ರವಿಕುಮಾರ್ ತಿಳಿಸಿದರು. ನಗರದ ಹೊಸಹಳ್ಳಿಯಲ್ಲಿರುವ ಸರ್ಕಾರಿ ಶಾಲಾ ಆವರಣದಲ್ಲಿ ಕಾಂಗ್ರೆಸ್ ಮುಖಂಡ ಹೊಸಹಳ್ಳಿ ಶ್ರೀಕಾಂತ್(ಜೆಕೆ) ಮತ್ತು ಗೆಳೆಯರು ಆಯೋಜಿಸಿದ್ದ ಶಾಸಕ ಪಿ.ರವಿಕುಮಾರ ಅವರ ಹುಟ್ಟುಹಬ್ಬ ಪ್ರಯುಕ್ತ ಸರ್ಕಾರಿ ಶಾಲಾ ವಿದ್ಯಾರ್ಥಿಗಳಿಗೆ ಸಮವಸ್ತ್ರ ವಿತರಣೆ ಮತ್ತು ಮಂಡ್ಯ ಕ್ಷೇತ್ರ ವ್ಯಾಪ್ತಿಯ ಸರ್ಕಾರಿ ಶಾಲಾ ಅಡುಗೆ ಸಿಬ್ಬಂದಿಗೆ ಸಮವಸ್ತ್ರ ವಿತರಣೆ ಕಾರ್ಯಕ್ರಮದಲ್ಲಿ ಪಾಲ್ಗೊಂಡು ಅವರು ಮಾತನಾಡಿದರು. ಮಂಡ್ಯ ನಗರಕ್ಕೆ ಹೊಸ ಬದಲಾವಣೆ ತರುವ ನಿಟ್ಟಿನಲ್ಲಿ ಸಾಗರೋಪಾದಿಯಲ್ಲಿ ಅಭಿವೃದ್ಧಿ ಕಾರ್ಯ ಮಾಡಲಾಗುತ್ತಿದೆ. 3ನೇ ವಾರ್ಡಿನಲ್ಲಿ ಅಭಿವೃದ್ಧಿ ಕಾಮಗಾರಿ ನಡೆದಿದೆ. 100 ವರ್ಷಗಳಲ್ಲಿ ಕಾಣದ ಬದಲಾವಣೆ ತಂದಿದ್ದೇವೆ. ಹೊಸಹಳ್ಳಿಯ ರಸ್ತೆಗೆ ನೂರು ಕೋಟಿ ವೆಚ್ಚದಲ್ಲಿ ಅಭಿವೃದ್ಧಿ ಮಾಡಲಾಗಿದೆ. ಸಾರ್ವಜನಿಕ ಆಸ್ಪತ್ರೆಗೆ ಹಾಗೂ ಶಾಲೆಗಳಿಗೆ ಸೌಲಭ್ಯ ಒದಗಿಸುವ ಕೆಲಸ ಮಾಡಿದ್ದೇವೆ. bbox=[206, 353, 346, 507]
calendar-release-photo bbox=[208, 70, 434, 220]
lawyers-day-photo bbox=[632, 1146, 768, 1212]
section-separator bbox=[200, 684, 920, 685]
temp-divider bbox=[544, 8, 545, 40]
dateline: • ಕೃಷ್ಣರಾಜಪೇಟೆ: bbox=[490, 721, 533, 729]
registration-dot bbox=[112, 1412, 123, 1423]
brief-body: ಸರಕಾರಿ ಅಧಿಕಾರಿಗಳು ನಿಷ್ಠೆ, ಪ್ರಾಮಾಣಿಕತೆಯಿಂದ ಕರ್ತವ್ಯ ನಿರ್ವಹಿಸಿದಾಗ ಮಾತ್ರ ತಾಲೂಕು ಅಭಿವೃದ್ಧಿ ಹೊಂದಲು ಸಾಧ್ಯವಾಗುತ್ತದೆಂದು ಶಾಸಕ ಕೆ.ಎಂ.ಉದಯ ಅಭಿಪ್ರಾಯ ಪಟ್ಟರು. ಪಟ್ಟಣದ ತಾ.ಪಂ. ಸಭಾಂಗಣದಲ್ಲಿ ಸರಕಾರಿ ನೌಕರರ ಸಂಘದ ತಾಲೂಕು ಘಟಕದ ವತಿಯಿಂದ ಆಯೋಜಿಸಿದ್ದ ಸರ್ವಸದಸ್ಯರ ವಾರ್ಷಿಕ ಮಹಾಸಭೆ ಹಾಗೂ 2026ನೇ ಸಾಲಿನ ದಿನದರ್ಶಿಕೆ ಹಾಗೂ ದಿನಚರಿಯನ್ನು ಬಿಡುಗಡೆಗೊಳಿಸಿ ಅವರು ಮಾತನಾಡಿದರು. ನಾವು ಶಾಸಕರಾದ ಬಳಿಕ ಕ್ಷೇತ್ರಕ್ಕೆ 1800 ಕೋಟಿ ರೂ.ಗಳಿಗೂ ಹೆಚ್ಚು ಅನುದಾನವನ್ನು ವಿವಿಧ ಕಾಮಗಾರಿಗಳಿಗೆ ಮಂಜೂರು ಮಾಡಿಸಿ ಸಮರ್ಪಕ ಬಳಕೆಗೆ ಮತ್ತು ಕ್ಷೇತ್ರ ಅಭಿವೃದ್ಧಿ ಹೊಂದಲು ಸರಕಾರಿ ಅಧಿಕಾರಿಗಳ ಪಾತ್ರ ಅತಿ ಮಹತ್ವವಾಗಿದ್ದು ಸರಕಾರದ ಕೆಲಸವನ್ನು ತಮ್ಮೊಂದಿಗೆ ಇರುವಾಗ ಅಧಿಕಾರಿಗಳು ಕೈಜೋಡಿಸಿದಾಗ ಮಾತ್ರ ಮಾದರಿ ಕ್ಷೇತ್ರವನ್ನಾಗಿಸಬಹುದೆಂದು ಹೇಳಿದರು. ಅಧಿಕಾರಿಗಳು ಸಾರ್ವಜನಿಕರ ಕುಂದುಕೊರತೆಗಳನ್ನು ಶೀಘ್ರವಾಗಿ ನಿವಾರಿಸುವ ಜತೆಗೆ ಸರಕಾರಿ ಕಚೇರಿಗಳಿಗೆ ಅಲೆದಾಡಿಸುವುದನ್ನು ತಪ್ಪಿಸಿದಾಗ ತಮ್ಮ ಮೇಲಿರುವ ಒತ್ತಡವು ಕಡಿಮೆಯಾಗುವ ಮೂಲಕ ಅಭಿವೃದ್ಧಿಗೆ ಹೆಚ್ಚಿನ ಒತ್ತು ನೀಡಲು ಸಹಕಾರಿಯಾಗುತ್ತದೆ ಎಂದರು. bbox=[26, 858, 186, 1012]
seers-group-photo bbox=[176, 1146, 474, 1220]
story-body-col-3: ವತಿಯಿಂದ ಜಾಗಟೆಮಲ್ಲೇನಹಳ್ಳಿ ಗ್ರಾಮಕ್ಕೆ ಕೆಎಸ್ ಆರ್‌ಟಿಸಿ ಬಸ್ ವ್ಯವಸ್ಥೆಯನ್ನು ಕಲ್ಪಿಸಿಕೊಟ್ಟಿದ್ದಾರೆ. ಇದೇ ಸಂಭ್ರಮಕ್ಕೆ ಜಾಗಟೆ ಮಲ್ಲೇನಹಳ್ಳಿ ಗ್ರಾಮಸ್ಥರು ಹಾಗೂ ಯುವ ಮಿತ್ರರು ಗ್ರಾಮದ ಶ್ರೀ ಲಕ್ಷ್ಮೀದೇವಿ ದೇವಸ್ಥಾನದ ಹತ್ತಿರ ಪೂಜೆ ಸಲ್ಲಿಸುವುದರ ಮೂಲಕ ಕೆಎಸ್‌ಆರ್‌ಟಿಸಿ ಬಸ್ ವ್ಯವಸ್ಥೆಗೆ ಚಾಲನೆ ನೀಡಿದ್ದಾರೆ. ಜತೆಗೆ ಗ್ರಾಮಕ್ಕೆ ಕೆಎಸ್‌ಆರ್‌ಟಿಸಿ ಬಸ್ ವ್ಯವಸ್ಥೆ ಪ್ರಾರಂಭವಾಗಿರುವುದಕ್ಕೆ ನಿಟ್ಟುಸಿರು ಬಿಟ್ಟಿದ್ದಾರೆ. ಜಾಗಟೆಮಲ್ಲೇನಹಳ್ಳಿ ಗ್ರಾಮಕ್ಕೆ ಕೆಎಸ್‌ಆರ್‌ಟಿಸಿ ಬಸ್ ವ್ಯವಸ್ಥೆಯನ್ನು ಕಲ್ಪಿಸಿಕೊಟ್ಟ ಶಾಸಕ ದರ್ಶನ್ ಪುಟ್ಟಣ್ಣಯ್ಯ ಮತ್ತು ಮಂಡ್ಯ ವಿಭಾಗದ ಅಧಿಕಾರಿಗಳು ಮತ್ತು ವ್ಯವಸ್ಥಾಪಕ ನಿರ್ದೇಶಕರಿಗೆ ಗ್ರಾಮಸ್ಥರು ಹಾಗೂ ಅಕ್ಕಪಕ್ಕದ ಊರಿನ ಗ್ರಾಮಸ್ಥರು ಧನ್ಯವಾದಗಳನ್ನು ಅರ್ಪಿಸಿದ್ದಾರೆ. bbox=[780, 933, 918, 1046]
brief-body: ಮೈಸೂರು ಸಕ್ಕರೆ ಕಂಪನಿಗೆ ರೈತರು ಸರಬರಾಜು ಮಾಡಿದ ಕಬ್ಬಿನ ಬಾಕಿ ಬಿಡುಗಡೆ ಮಾಡಿಕೊಡುವಂತೆ ಒತ್ತಾಯಿಸಿ ನಗರಸಭೆ ಮಾಜಿ ಸದಸ್ಯ ಶಿವಕುಮಾರ್ ಕೆಂಪಯ್ಯ ಜಿಲ್ಲಾಧಿಕಾರಿಗಳನ್ನು ಒತ್ತಾಯಿಸಿದ್ದಾರೆ. ಜಿಲ್ಲಾಧಿಕಾರಿಗೆ ಮನವಿ ಸಲ್ಲಿಸಿರುವ ಅವರು, ಪ್ರಸಕ್ತ ಸಾಲಿನ ಹಂಗಾಮಿನಲ್ಲಿ ಮೈಷುಗರ್ ಸಕ್ಕರೆ ಕಾರ್ಖಾನೆ ಕಬ್ಬು ಅರೆಯುವ ಕಾರ್ಯವನ್ನು ಮುಕ್ತಾಯಗೊಳಿಸಿದ್ದು, ರೈತರಿಗೆ ಸಕಾಲಕ್ಕೆ ಸಾಗಾಣಿಕೆ ಮಾಡಿರುವ ಹಣ ಬಿಡುಗಡೆ ಮಾಡುವಂತೆ ಆಗ್ರಹಿಸಿದ್ದಾರೆ. ಈ ಹಿಂದೆ ಮೈಷುಗರ್ ಕಂಪನಿಯ ವ್ಯವಸ್ಥಾಪಕ ನಿರ್ದೇಶಕರಿಗೆ ಮನವಿ ಸಲ್ಲಿಸಿ ರೈತರ ಕಬ್ಬಿನ ಹಣ ಪಾವತಿಸುವಂತೆ ಒತ್ತಾಯಿಸಿದ್ದರೂ ಸಹ ಈವರೆವಿಗೂ ಯಾವುದೇ ಕ್ರಮ ಕೈಗೊಂಡಿಲ್ಲ. ಈವರೆಗೆ 2.48 ಕೋಟಿ ರೂ. ಹಣವನ್ನು 200ಕ್ಕೂ ಹೆಚ್ಚು ಮಂದಿ ರೈತರಿಗೆ ಪಾವತಿ ಮಾಡಬೇಕಾಗಿದ್ದು, ತಕ್ಷಣ ಹಣ ಪಾವತಿಸಲು ಸೂಚನೆ ನೀಡುವಂತೆ ಒತ್ತಾಯಿಸಿದ್ದಾರೆ. ಈ ಹಿಂದೆ ರೈತರ ಮನವಿಯನ್ನು ಆಲಿಸಿ, ತಕ್ಷಣ ಹಣ ಬಿಡುಗಡೆಗೆ ಸೂಚನೆ ನೀಡಿದರೂ ಸಹ ಕಂಪನಿಯ ಅಧಿಕಾರಿಗಳು ಯಾವುದೇ ಕ್ರಮ ಕೈಗೊಂಡಿಲ್ಲ ಎಂದು ಆರೋಪಿಸಿದ್ದಾರೆ. bbox=[26, 368, 186, 512]
dateline: • ಮದ್ದೂರು: bbox=[26, 858, 58, 866]
section-separator bbox=[336, 1083, 476, 1091]
chunchanagiri-story bbox=[26, 1094, 476, 1414]
story-body-col-1: ಸ್ವಾಭಿಮಾನಿಗಳಾದ ನೇಕಾರ ತೊಗಟವೀರ ಸಮಾಜದ ಬಂಧುಗಳು ಸಂಘಟಿತರಾಗಿ ಸಮಾಜದ ಮುಖ್ಯ ವಾಹಿನಿಗೆ ಬಂದು ಸಾಧನೆ ಮಾಡಬೇಕು ಎಂದು ನಿವೃತ್ತ ಶಿಕ್ಷಕ ಕೆ.ಆರ್.ಪುಟ್ಟಸ್ವಾಮಿ ತಿಳಿಸಿದರು. ಕೃಷ್ಣರಾಜಪೇಟೆ ಪಟ್ಟಣದ ನೇಕಾರ ತೊಗಟವೀರ ಸಮಾಜವು ಹೊರ ತಂದಿರುವ 2026ನೇ ನೂತನ ವರ್ಷದ ದಿನದರ್ಶಿಕೆಯನ್ನು ಬಿಡುಗಡೆ ಮಾಡಿ ಅವರು ಮಾತನಾಡಿದರು. ಪಂಚಾಂಗ ಹಬ್ಬ ಹರಿದಿನಗಳು ಸೇರಿದಂತೆ ನೇಕಾರ ತೊಗಟವೀರ ಸಮಾಜದ ಬಂಧುಗಳ ವಿವರವಾದ ಮಾಹಿತಿಗಳನ್ನು ಒಳಗೊಂಡಿರುವ 2026ನೇ ಸಾಲಿನ ದಿನದರ್ಶಿಕೆಯು ವೈವಿಧ್ಯಮಯವಾಗಿ ಮೂಡಿ ಬಂದಿದ್ದು bbox=[490, 721, 628, 823]
info-box-title: ಭಕ್ತರ ಜತೆ ಸಮಾಲೋಚನೆ bbox=[181, 1231, 274, 1244]
registration-marks bbox=[322, 1408, 370, 1427]
dateline: • ಶ್ರೀರಂಗಪಟ್ಟಣ: bbox=[208, 811, 247, 819]
registration-marks bbox=[856, 1408, 904, 1427]
